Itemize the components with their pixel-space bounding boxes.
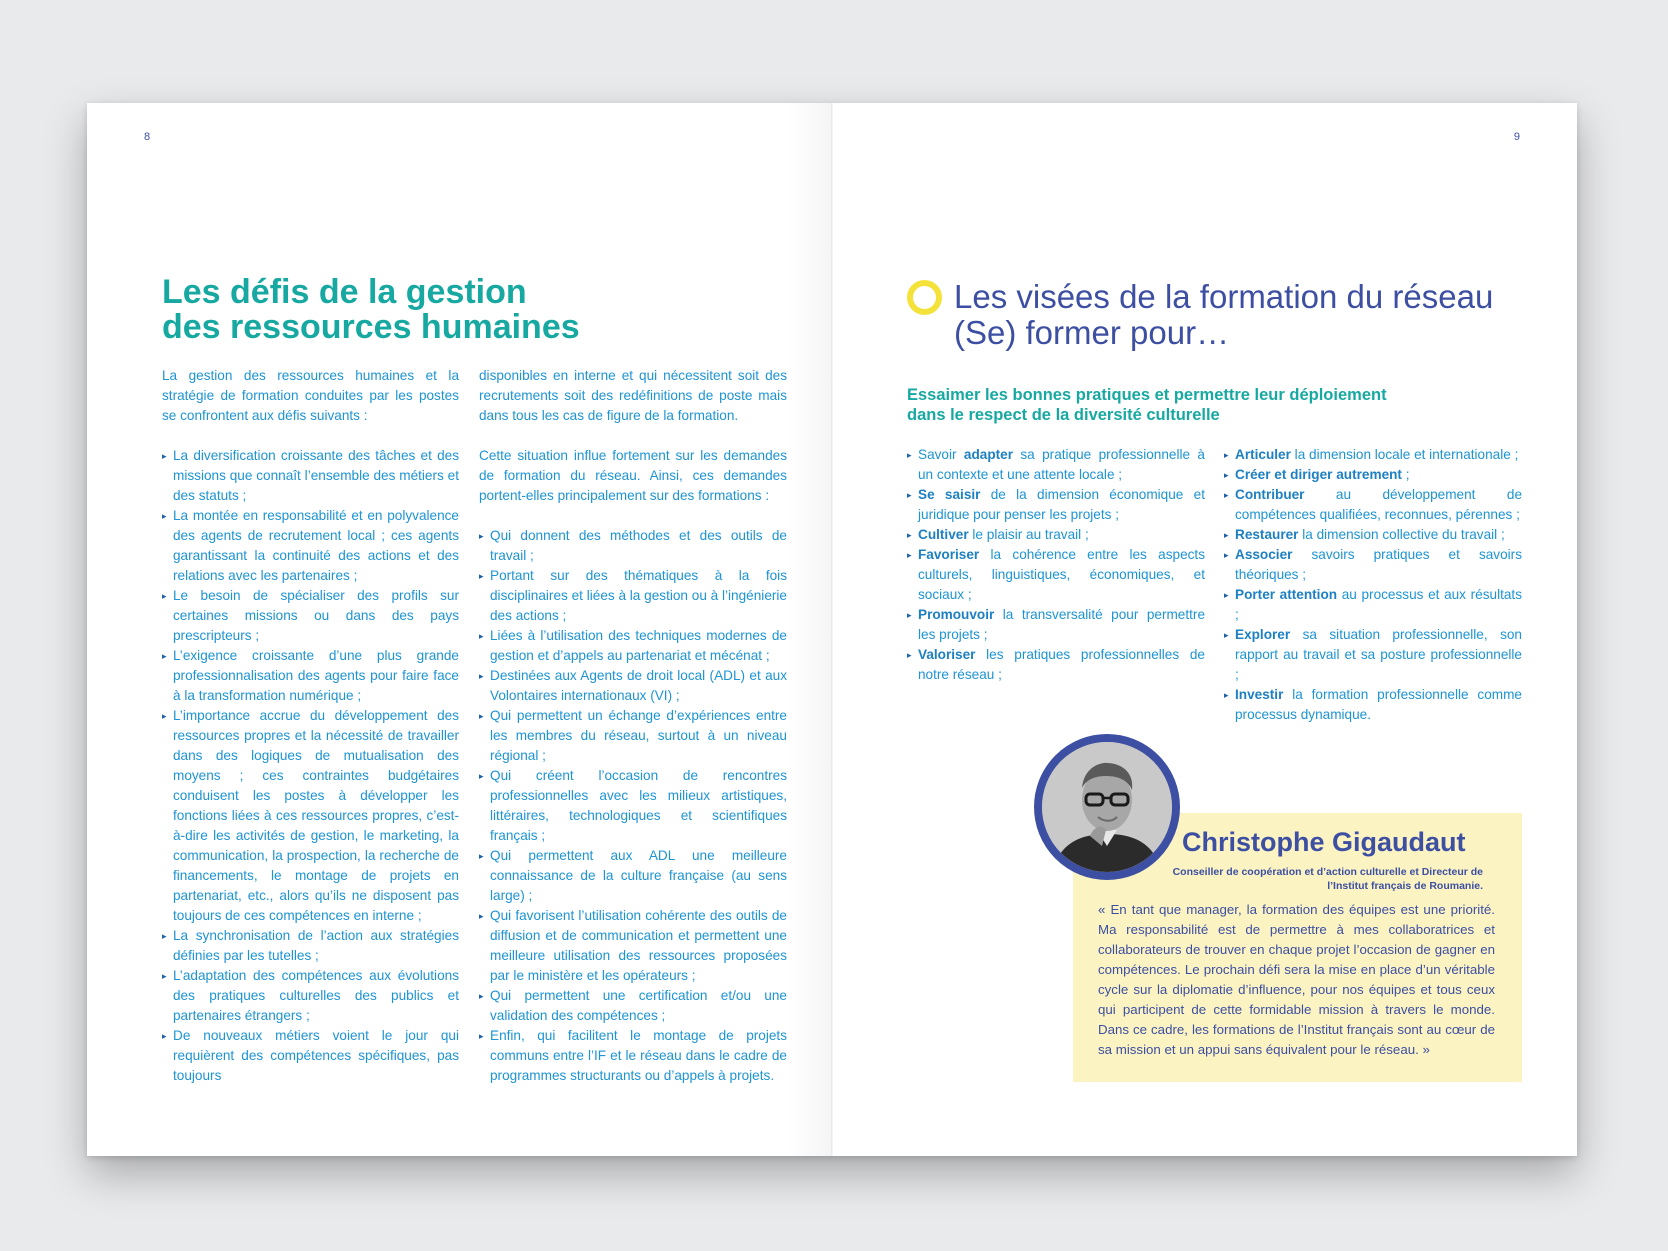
- right-page-title: [954, 279, 1514, 351]
- right-title-line2: (Se) former pour…: [954, 314, 1230, 351]
- brochure-spread: [87, 103, 1577, 1156]
- list-item: ▸ La synchronisation de l’action aux stratégies définies par les tutelles ;: [162, 926, 459, 966]
- left-title-line2: des ressources humaines: [162, 308, 580, 346]
- left-title-line1: Les défis de la gestion: [162, 273, 527, 311]
- list-item: ▸ Explorer sa situation professionnelle, son rapport au travail et sa posture professionnelle ;: [1224, 625, 1522, 685]
- list-item: ▸ Qui permettent aux ADL une meilleure connaissance de la culture française (au sens large) ;: [479, 846, 787, 906]
- list-item: ▸ Qui favorisent l’utilisation cohérente des outils de diffusion et de communication et permettent une meilleure utilisation des ressources proposées par le ministère et les opérateurs ;: [479, 906, 787, 986]
- list-item: ▸ Destinées aux Agents de droit local (ADL) et aux Volontaires internationaux (VI) ;: [479, 666, 787, 706]
- list-item: ▸ Qui permettent un échange d’expériences entre les membres du réseau, surtout à un niveau régional ;: [479, 706, 787, 766]
- list-item: ▸ Porter attention au processus et aux résultats ;: [1224, 585, 1522, 625]
- list-item: ▸ L’importance accrue du développement des ressources propres et la nécessité de travailler dans des logiques de mutualisation des moyens ; ces contraintes budgétaires conduisent les postes à développer les fonctions liées à ces ressources propres, c’est-à-dire les activités de gestion, le marketing, la communication, la prospection, la recherche de financements, le montage de projets en partenariat, etc., alors qu’ils ne disposent pas toujours de ces compétences en interne ;: [162, 706, 459, 926]
- person-portrait-icon: [1042, 742, 1172, 872]
- quote-author-name: Christophe Gigaudaut: [1182, 827, 1466, 857]
- list-item: ▸ Le besoin de spécialiser des profils sur certaines missions ou dans des pays prescripteurs ;: [162, 586, 459, 646]
- list-item: ▸ Liées à l’utilisation des techniques modernes de gestion et d’appels au partenariat et mécénat ;: [479, 626, 787, 666]
- list-item: ▸ Savoir adapter sa pratique professionnelle à un contexte et une attente locale ;: [907, 445, 1205, 485]
- left-page-title: [162, 275, 722, 345]
- quote-author-role: Conseiller de coopération et d’action culturelle et Directeur de l’Institut français de Roumanie.: [1172, 866, 1483, 892]
- right-page-subtitle: [907, 385, 1467, 425]
- gutter-shade: [787, 103, 831, 1156]
- intro-paragraph: La gestion des ressources humaines et la stratégie de formation conduites par les postes se confrontent aux défis suivants :: [162, 368, 459, 423]
- list-item: ▸ Contribuer au développement de compétences qualifiées, reconnues, pérennes ;: [1224, 485, 1522, 525]
- list-item: ▸ Qui créent l’occasion de rencontres professionnelles avec les milieux artistiques, littéraires, technologiques et scientifiques français ;: [479, 766, 787, 846]
- list-item: ▸ Associer savoirs pratiques et savoirs théoriques ;: [1224, 545, 1522, 585]
- continuation-paragraph: disponibles en interne et qui nécessitent soit des recrutements soit des redéfinitions de poste mais dans tous les cas de figure de la formation.: [479, 368, 787, 423]
- list-item: ▸ Promouvoir la transversalité pour permettre les projets ;: [907, 605, 1205, 645]
- list-item: ▸ Qui permettent une certification et/ou une validation des compétences ;: [479, 986, 787, 1026]
- trainings-intro-paragraph: Cette situation influe fortement sur les demandes de formation du réseau. Ainsi, ces demandes portent-elles principalement sur des formations :: [479, 448, 787, 503]
- portrait-photo: [1034, 734, 1180, 880]
- list-item: ▸ L’adaptation des compétences aux évolutions des pratiques culturelles des publics et partenaires étrangers ;: [162, 966, 459, 1026]
- page-number-left: 8: [144, 131, 151, 143]
- list-item: ▸ De nouveaux métiers voient le jour qui requièrent des compétences spécifiques, pas toujours: [162, 1026, 459, 1086]
- list-item: ▸ Portant sur des thématiques à la fois disciplinaires et liées à la gestion ou à l’ingénierie des actions ;: [479, 566, 787, 626]
- list-item: ▸ Qui donnent des méthodes et des outils de travail ;: [479, 526, 787, 566]
- list-item: ▸ Favoriser la cohérence entre les aspects culturels, linguistiques, économiques, et sociaux ;: [907, 545, 1205, 605]
- page-gutter: [831, 103, 833, 1156]
- quote-text: « En tant que manager, la formation des équipes est une priorité. Ma responsabilité est de permettre à mes collaboratrices et collaborateurs de trouver en chaque projet l’occasion de gagner en compétences. Le prochain défi sera la mise en place d’un véritable cycle sur la diplomatie d’influence, pour nos équipes et tous ceux qui participent de cette formidable mission à travers le monde. Dans ce cadre, les formations de l’Institut français sont au cœur de sa mission et un appui sans équivalent pour le réseau. »: [1098, 902, 1495, 1057]
- left-column-1: [162, 366, 459, 1086]
- aims-column-2: [1224, 445, 1522, 725]
- trainings-list: [479, 526, 787, 1086]
- page-number-right: 9: [1513, 131, 1520, 143]
- list-item: ▸ Articuler la dimension locale et internationale ;: [1224, 445, 1522, 465]
- list-item: ▸ Restaurer la dimension collective du travail ;: [1224, 525, 1522, 545]
- list-item: ▸ La montée en responsabilité et en polyvalence des agents de recrutement local ; ces agents garantissant la continuité des actions et des relations avec les partenaires ;: [162, 506, 459, 586]
- list-item: ▸ La diversification croissante des tâches et des missions que connaît l’ensemble des métiers et des statuts ;: [162, 446, 459, 506]
- aims-column-1: [907, 445, 1205, 685]
- list-item: ▸ Investir la formation professionnelle comme processus dynamique.: [1224, 685, 1522, 725]
- list-item: ▸ Enfin, qui facilitent le montage de projets communs entre l’IF et le réseau dans le cadre de programmes structurants ou d’appels à projets.: [479, 1026, 787, 1086]
- list-item: ▸ Cultiver le plaisir au travail ;: [907, 525, 1205, 545]
- list-item: ▸ Se saisir de la dimension économique et juridique pour penser les projets ;: [907, 485, 1205, 525]
- list-item: ▸ L’exigence croissante d’une plus grande professionnalisation des agents pour faire face à la transformation numérique ;: [162, 646, 459, 706]
- aims-list-2: [1224, 445, 1522, 725]
- right-title-line1: Les visées de la formation du réseau: [954, 278, 1494, 315]
- list-item: ▸ Créer et diriger autrement ;: [1224, 465, 1522, 485]
- list-item: ▸ Valoriser les pratiques professionnelles de notre réseau ;: [907, 645, 1205, 685]
- yellow-ring-icon: [907, 280, 942, 315]
- subtitle-line1: Essaimer les bonnes pratiques et permettre leur déploiement: [907, 386, 1387, 404]
- aims-list-1: [907, 445, 1205, 685]
- left-column-2: [479, 366, 787, 1086]
- subtitle-line2: dans le respect de la diversité culturelle: [907, 406, 1220, 424]
- challenges-list: [162, 446, 459, 1086]
